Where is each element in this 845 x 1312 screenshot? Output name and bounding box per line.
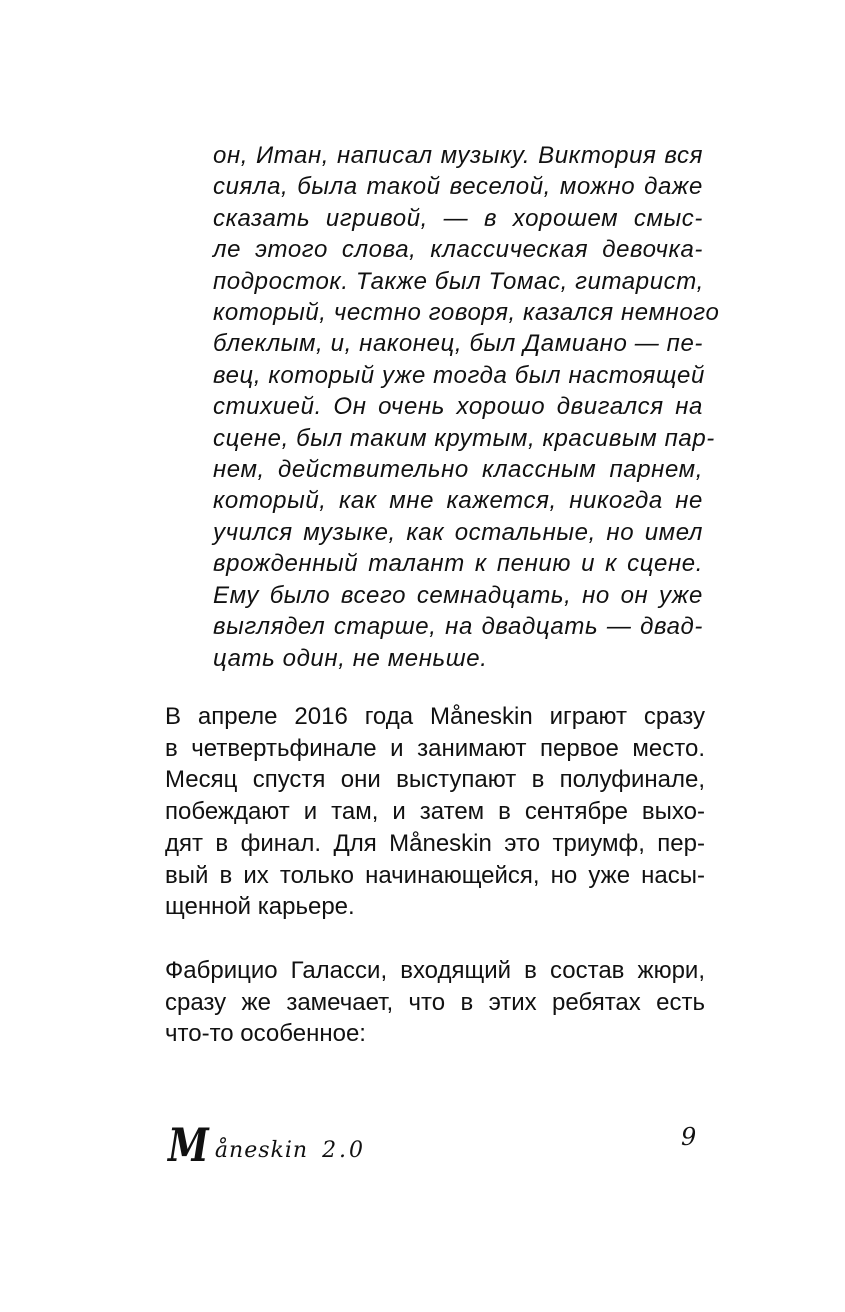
paragraph-line: в четвертьфинале и занимают первое место. <box>165 734 705 762</box>
paragraph-line: сразу же замечает, что в этих ребятах есть <box>165 988 705 1016</box>
book-title-rest: åneskin <box>214 1138 309 1163</box>
quote-line: ле этого слова, классическая девочка- <box>213 236 703 264</box>
paragraph-line: Месяц спустя они выступают в полуфинале, <box>165 766 705 794</box>
paragraph-line: дят в финал. Для Måneskin это триумф, пер- <box>165 829 705 857</box>
paragraph-line: В апреле 2016 года Måneskin играют сразу <box>165 703 705 730</box>
quote-line: врожденный талант к пению и к сцене. <box>213 550 703 578</box>
quote-line: стихией. Он очень хорошо двигался на <box>213 393 703 421</box>
paragraph-line: что-то особенное: <box>165 1020 366 1048</box>
quote-line: сцене, был таким крутым, красивым пар- <box>213 424 715 452</box>
quote-line: подросток. Также был Томас, гитарист, <box>213 267 704 295</box>
quote-line: который, честно говоря, казался немного <box>213 299 720 327</box>
quote-line: вец, который уже тогда был настоящей <box>213 361 705 389</box>
quote-line: выглядел старше, на двадцать — двад- <box>213 613 703 641</box>
body-paragraph-1 <box>165 701 705 923</box>
quote-line: блеклым, и, наконец, был Дамиано — пе- <box>213 330 703 358</box>
paragraph-line: вый в их только начинающейся, но уже насы- <box>165 861 705 889</box>
quote-line: Ему было всего семнадцать, но он уже <box>213 581 703 609</box>
paragraph-line: щенной карьере. <box>165 893 355 921</box>
quote-line: учился музыке, как остальные, но имел <box>213 518 703 546</box>
quote-line: который, как мне кажется, никогда не <box>213 487 703 515</box>
paragraph-line: Фабрицио Галасси, входящий в состав жюри, <box>165 957 705 984</box>
quote-line: нем, действительно классным парнем, <box>213 456 703 484</box>
quote-line: сияла, была такой веселой, можно даже <box>213 173 703 201</box>
body-paragraph-2 <box>165 955 705 1050</box>
page-number: 9 <box>681 1123 697 1151</box>
book-title-initial: M <box>168 1118 209 1172</box>
interview-quote <box>213 140 720 674</box>
paragraph-line: побеждают и там, и затем в сентябре выхо- <box>165 798 705 826</box>
quote-line: он, Итан, написал музыку. Виктория вся <box>213 142 703 169</box>
quote-line: цать один, не меньше. <box>213 644 488 672</box>
running-footer-book-title <box>168 1110 366 1170</box>
quote-line: сказать игривой, — в хорошем смыс- <box>213 204 703 232</box>
book-title-version: 2.0 <box>322 1138 367 1163</box>
